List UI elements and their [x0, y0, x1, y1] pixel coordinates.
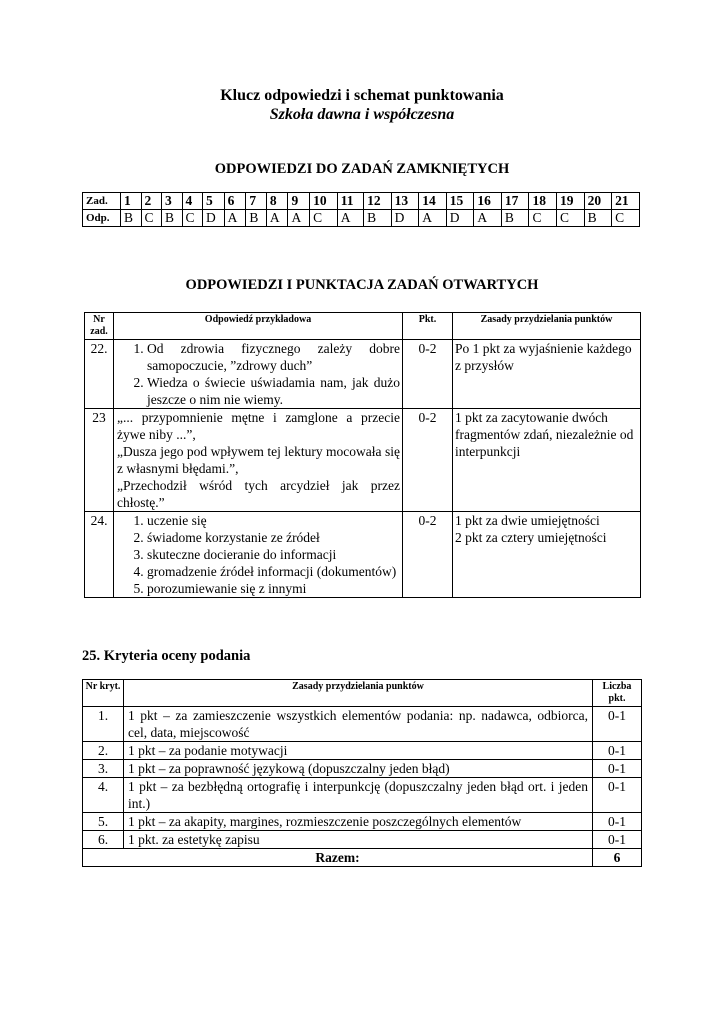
- col-header-points: Liczba pkt.: [593, 680, 642, 707]
- answer-quote: „... przypomnienie mętne i zamglone a przecie żywe niby ...”,: [117, 410, 400, 442]
- task-number: 1: [121, 193, 142, 210]
- col-header-points: Pkt.: [403, 313, 453, 340]
- col-header-answer: Odpowiedź przykładowa: [114, 313, 403, 340]
- task-number: 21: [612, 193, 640, 210]
- question-rule: 1 pkt za zacytowanie dwóch fragmentów zdań, niezależnie od interpunkcji: [453, 409, 641, 512]
- open-answers-heading: ODPOWIEDZI I PUNKTACJA ZADAŃ OTWARTYCH: [185, 277, 539, 293]
- answer-cell: B: [246, 210, 267, 227]
- criteria-text: 1 pkt – za zamieszczenie wszystkich elementów podania: np. nadawca, odbiorca, cel, data, miejscowość: [124, 707, 593, 742]
- task-number: 19: [557, 193, 585, 210]
- criteria-text: 1 pkt – za poprawność językową (dopuszczalny jeden błąd): [124, 760, 593, 778]
- criteria-points: 0-1: [593, 742, 642, 760]
- col-header-rules: Zasady przydzielania punktów: [453, 313, 641, 340]
- answer-cell: C: [612, 210, 640, 227]
- answer-cell: A: [224, 210, 246, 227]
- question-rule: Po 1 pkt za wyjaśnienie każdego z przysłów: [453, 340, 641, 409]
- rule-line: 2 pkt za cztery umiejętności: [455, 530, 607, 545]
- open-answers-table: [84, 312, 641, 598]
- answer-cell: B: [501, 210, 529, 227]
- criteria-points: 0-1: [593, 778, 642, 813]
- criteria-row: [83, 813, 642, 831]
- criteria-text: 1 pkt. za estetykę zapisu: [124, 831, 593, 849]
- answer-cell: B: [584, 210, 612, 227]
- answer-cell: C: [529, 210, 557, 227]
- task-number: 2: [141, 193, 162, 210]
- task-number: 8: [266, 193, 288, 210]
- criteria-row: [83, 742, 642, 760]
- task-number: 13: [391, 193, 419, 210]
- criteria-number: 6.: [83, 831, 124, 849]
- task-number: 4: [182, 193, 203, 210]
- col-header-nr: Nr zad.: [85, 313, 114, 340]
- task-number: 15: [446, 193, 474, 210]
- task-number: 17: [501, 193, 529, 210]
- criteria-row: [83, 831, 642, 849]
- criteria-number: 4.: [83, 778, 124, 813]
- criteria-table: [82, 679, 642, 867]
- criteria-text: 1 pkt – za bezbłędną ortografię i interpunkcję (dopuszczalny jeden błąd ort. i jeden int.): [124, 778, 593, 813]
- answer-cell: D: [391, 210, 419, 227]
- col-header-nr: Nr kryt.: [83, 680, 124, 707]
- closed-answers-table: [82, 192, 640, 227]
- criteria-points: 0-1: [593, 707, 642, 742]
- question-answer: [114, 340, 403, 409]
- task-number: 10: [310, 193, 338, 210]
- question-22-row: [85, 340, 641, 409]
- task-number: 11: [337, 193, 363, 210]
- answer-item: 2. świadome korzystanie ze źródeł: [147, 529, 400, 546]
- question-points: 0-2: [403, 340, 453, 409]
- open-table-header: [85, 313, 641, 340]
- question-answer: [114, 512, 403, 598]
- col-header-rules: Zasady przydzielania punktów: [124, 680, 593, 707]
- answer-cell: B: [364, 210, 392, 227]
- task-number: 3: [162, 193, 183, 210]
- answer-cell: D: [203, 210, 225, 227]
- criteria-points: 0-1: [593, 760, 642, 778]
- criteria-points: 0-1: [593, 813, 642, 831]
- answer-cell: B: [162, 210, 183, 227]
- answer-item: 4. gromadzenie źródeł informacji (dokumentów): [147, 563, 400, 580]
- criteria-table-header: [83, 680, 642, 707]
- answer-item: 5. porozumiewanie się z innymi: [147, 580, 400, 597]
- question-number: 24.: [85, 512, 114, 598]
- closed-answers-heading: ODPOWIEDZI DO ZADAŃ ZAMKNIĘTYCH: [214, 161, 510, 177]
- answer-item: 2. Wiedza o świecie uświadamia nam, jak dużo jeszcze o nim nie wiemy.: [147, 374, 400, 408]
- criteria-row: [83, 778, 642, 813]
- task-number: 20: [584, 193, 612, 210]
- question-rule: [453, 512, 641, 598]
- criteria-total-row: [83, 849, 642, 867]
- criteria-number: 3.: [83, 760, 124, 778]
- criteria-number: 5.: [83, 813, 124, 831]
- question-answer: [114, 409, 403, 512]
- document-subtitle: Szkoła dawna i współczesna: [269, 106, 455, 123]
- criteria-heading: 25. Kryteria oceny podania: [82, 648, 251, 664]
- answer-cell: A: [266, 210, 288, 227]
- criteria-text: 1 pkt – za podanie motywacji: [124, 742, 593, 760]
- answer-cell: B: [121, 210, 142, 227]
- question-number: 23: [85, 409, 114, 512]
- task-number: 5: [203, 193, 225, 210]
- question-number: 22.: [85, 340, 114, 409]
- answer-row-label: Odp.: [83, 210, 121, 227]
- answer-row: [83, 210, 640, 227]
- answer-cell: A: [419, 210, 447, 227]
- total-label: Razem:: [83, 849, 593, 867]
- task-number: 14: [419, 193, 447, 210]
- question-23-row: [85, 409, 641, 512]
- answer-cell: C: [310, 210, 338, 227]
- criteria-number: 2.: [83, 742, 124, 760]
- criteria-number: 1.: [83, 707, 124, 742]
- answer-cell: C: [557, 210, 585, 227]
- criteria-points: 0-1: [593, 831, 642, 849]
- answer-cell: A: [288, 210, 310, 227]
- task-number: 9: [288, 193, 310, 210]
- answer-quote: „Przechodził wśród tych arcydzieł jak przez chłostę.”: [117, 478, 400, 510]
- answer-cell: D: [446, 210, 474, 227]
- task-number: 16: [474, 193, 502, 210]
- rule-line: 1 pkt za dwie umiejętności: [455, 513, 600, 528]
- criteria-row: [83, 707, 642, 742]
- criteria-text: 1 pkt – za akapity, margines, rozmieszczenie poszczególnych elementów: [124, 813, 593, 831]
- answer-item: 1. uczenie się: [147, 512, 400, 529]
- criteria-row: [83, 760, 642, 778]
- task-row-label: Zad.: [83, 193, 121, 210]
- answer-cell: A: [337, 210, 363, 227]
- question-points: 0-2: [403, 409, 453, 512]
- task-number: 7: [246, 193, 267, 210]
- task-number-row: [83, 193, 640, 210]
- answer-quote: „Dusza jego pod wpływem tej lektury mocowała się z własnymi błędami.”,: [117, 444, 400, 476]
- answer-item: 1. Od zdrowia fizycznego zależy dobre samopoczucie, ”zdrowy duch”: [147, 340, 400, 374]
- task-number: 12: [364, 193, 392, 210]
- answer-cell: A: [474, 210, 502, 227]
- question-points: 0-2: [403, 512, 453, 598]
- answer-item: 3. skuteczne docieranie do informacji: [147, 546, 400, 563]
- answer-cell: C: [182, 210, 203, 227]
- task-number: 6: [224, 193, 246, 210]
- answer-cell: C: [141, 210, 162, 227]
- task-number: 18: [529, 193, 557, 210]
- question-24-row: [85, 512, 641, 598]
- total-value: 6: [593, 849, 642, 867]
- document-title: Klucz odpowiedzi i schemat punktowania: [220, 87, 504, 104]
